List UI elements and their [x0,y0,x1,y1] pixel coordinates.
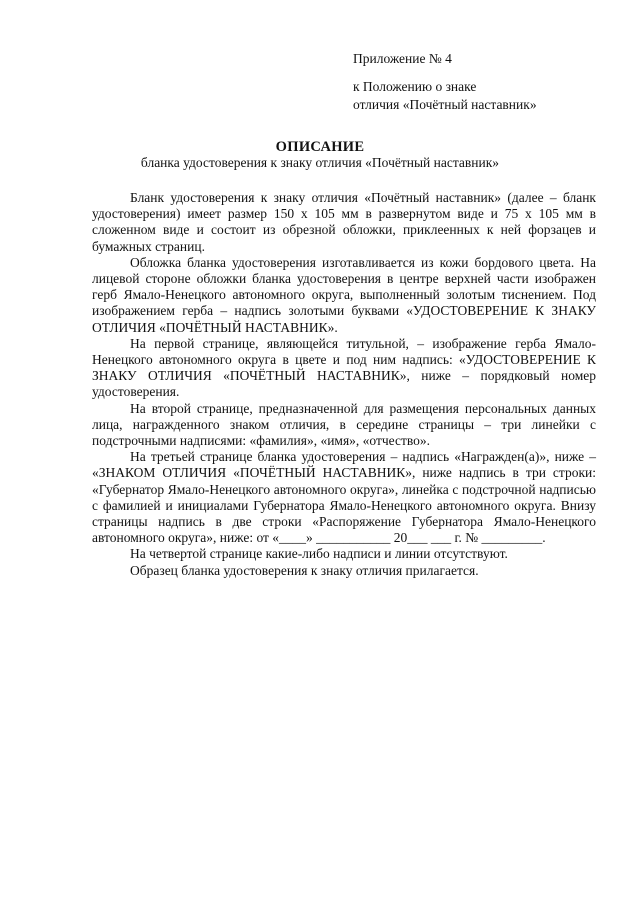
paragraph-cover: Обложка бланка удостоверения изготавливается из кожи бордового цвета. На лицевой стороне обложки бланка удостоверения в центре верхней части изображен герб Ямало-Ненецкого автономного округа, выполненный золотым тиснением. Под изображением герба – надпись золотыми буквами «УДОСТОВЕРЕНИЕ К ЗНАКУ ОТЛИЧИЯ «ПОЧЁТНЫЙ НАСТАВНИК». [92,254,596,335]
document-title: ОПИСАНИЕ [275,139,365,155]
paragraph-first-page: На первой странице, являющейся титульной, – изображение герба Ямало-Ненецкого автономного округа в цвете и под ним надпись: «УДОСТОВЕРЕНИЕ К ЗНАКУ ОТЛИЧИЯ «ПОЧЁТНЫЙ НАСТАВНИК», ниже – порядковый номер удостоверения. [92,335,596,400]
document-body [92,190,596,579]
document-subtitle: бланка удостоверения к знаку отличия «Почётный наставник» [140,155,500,170]
paragraph-second-page: На второй странице, предназначенной для размещения персональных данных лица, награжденного знаком отличия, в середине страницы – три линейки с подстрочными надписями: «фамилия», «имя», «отчество». [92,400,596,449]
paragraph-third-page: На третьей странице бланка удостоверения – надпись «Награжден(а)», ниже – «ЗНАКОМ ОТЛИЧИЯ «ПОЧЁТНЫЙ НАСТАВНИК», ниже надпись в три строки: «Губернатор Ямало-Ненецкого автономного округа», линейка с подстрочной надписью с фамилией и инициалами Губернатора Ямало-Ненецкого автономного округа. Внизу страницы надпись в две строки «Распоряжение Губернатора Ямало-Ненецкого автономного округа», ниже: от «____» ___________ 20___ ___ г. № _________. [92,449,596,546]
paragraph-blank-size: Бланк удостоверения к знаку отличия «Почётный наставник» (далее – бланк удостоверения) имеет размер 150 х 105 мм в развернутом виде и 75 х 105 мм в сложенном виде и состоит из обрезной обложки, приклеенных к ней форзацев и бумажных страниц. [92,190,596,254]
appendix-regulation-title: отличия «Почётный наставник» [353,97,537,112]
paragraph-fourth-page: На четвертой странице какие-либо надписи и линии отсутствуют. [130,546,508,562]
appendix-number: Приложение № 4 [353,51,452,66]
appendix-regulation: к Положению о знаке [353,79,477,94]
paragraph-sample: Образец бланка удостоверения к знаку отличия прилагается. [130,562,479,578]
appendix-reference [353,50,537,114]
